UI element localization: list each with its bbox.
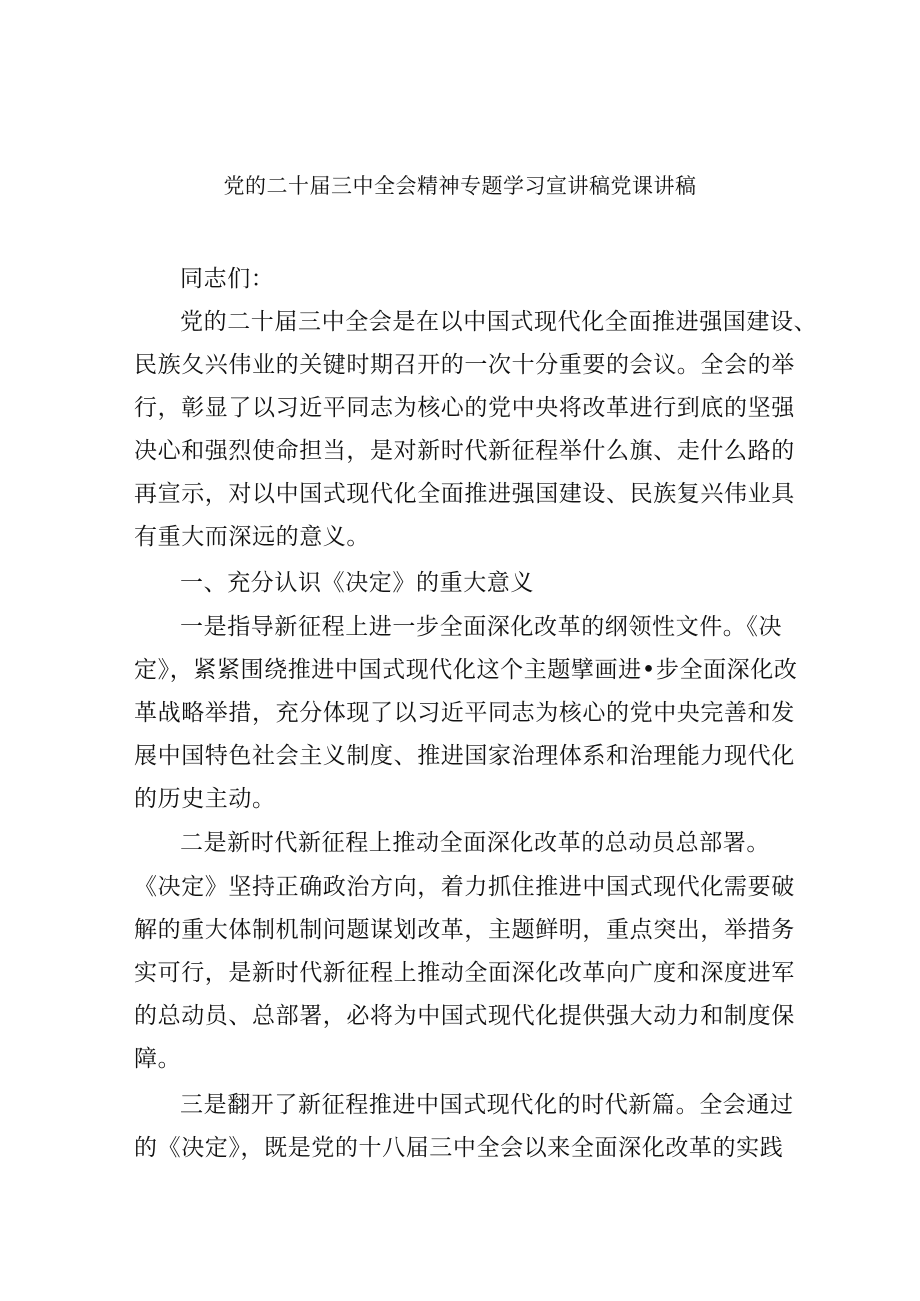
greeting: 同志们：: [180, 266, 275, 292]
paragraph-line: 解的重大体制机制问题谋划改革，主题鲜明，重点突出，举措务: [134, 917, 795, 943]
paragraph-line: 三是翻开了新征程推进中国式现代化的时代新篇。全会通过: [180, 1092, 794, 1118]
paragraph-line: 二是新时代新征程上推动全面深化改革的总动员总部署。: [180, 830, 770, 856]
paragraph-line: 的总动员、总部署，必将为中国式现代化提供强大动力和制度保: [134, 1003, 795, 1029]
paragraph-line: 展中国特色社会主义制度、推进国家治理体系和治理能力现代化: [134, 743, 795, 769]
paragraph-line: 定》，紧紧围绕推进中国式现代化这个主题擘画进•步全面深化改: [134, 657, 798, 683]
paragraph-line: 决心和强烈使命担当，是对新时代新征程举什么旗、走什么路的: [134, 438, 795, 464]
paragraph-line: 民族夂兴伟业的关键时期召开的一次十分重要的会议。全会的举: [134, 352, 795, 378]
paragraph-line: 行，彰显了以习近平同志为核心的党中央将改革进行到底的坚强: [134, 395, 795, 421]
paragraph-line: 有重大而深远的意义。: [134, 524, 370, 550]
paragraph-line: 党的二十届三中全会是在以中国式现代化全面推进强国建设、: [180, 309, 818, 335]
paragraph-line: 的历史主动。: [134, 786, 276, 812]
paragraph-line: 《决定》坚持正确政治方向，着力抓住推进中国式现代化需要破: [134, 874, 795, 900]
paragraph-line: 革战略举措，充分体现了以习近平同志为核心的党中央完善和发: [134, 700, 795, 726]
document-title: 党的二十届三中全会精神专题学习宣讲稿党课讲稿: [223, 174, 697, 198]
paragraph-line: 再宣示，对以中国式现代化全面推进强国建设、民族复兴伟业具: [134, 481, 795, 507]
paragraph-line: 实可行，是新时代新征程上推动全面深化改革向广度和深度进军: [134, 960, 795, 986]
section-heading: 一、充分认识《决定》的重大意义: [180, 570, 534, 596]
paragraph-line: 障。: [134, 1046, 182, 1072]
paragraph-line: 的《决定》，既是党的十八届三中全会以来全面深化改革的实践: [134, 1135, 784, 1161]
paragraph-line: 一是指导新征程上进一步全面深化改革的纲领性文件。《决: [180, 614, 783, 640]
